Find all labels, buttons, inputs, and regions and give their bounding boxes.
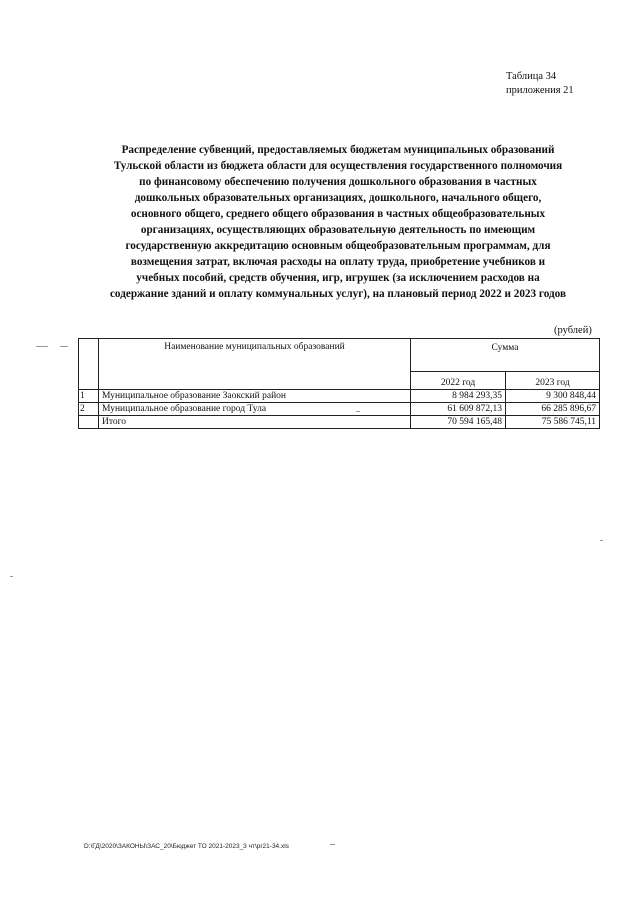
total-amount-2022: 70 594 165,48 — [411, 416, 506, 429]
total-label: Итого — [99, 416, 411, 429]
header-sum-cell: Сумма — [411, 339, 600, 372]
title-line: по финансовому обеспечению получения дошкольного образования в частных — [139, 176, 537, 188]
scan-speck — [10, 576, 13, 577]
title-line: учебных пособий, средств обучения, игр, игрушек (за исключением расходов на — [136, 272, 540, 284]
units-label: (рублей) — [554, 325, 592, 336]
scan-speck — [330, 844, 335, 845]
file-path-footer: D:\ГД\2020\ЗАКОНЫ\ЗАС_20\Бюджет ТО 2021-2023_3 чт\pr21-34.xls — [84, 843, 289, 850]
total-row — [79, 416, 600, 429]
header-number-cell — [79, 339, 99, 390]
reference-line-2: приложения 21 — [506, 85, 574, 96]
title-line: дошкольных образовательных организациях, дошкольного, начального общего, — [134, 192, 542, 204]
row-municipality-name: Муниципальное образование город Тула — [99, 403, 411, 416]
total-amount-2023: 75 586 745,11 — [506, 416, 600, 429]
table-row — [79, 403, 600, 416]
title-line: основного общего, среднего общего образования в частных общеобразовательных — [130, 208, 546, 220]
title-line: Распределение субвенций, предоставляемых бюджетам муниципальных образований — [121, 144, 555, 156]
title-line: содержание зданий и оплату коммунальных услуг), на плановый период 2022 и 2023 годов — [109, 288, 567, 300]
row-amount-2022: 8 984 293,35 — [411, 390, 506, 403]
table-reference — [506, 70, 574, 98]
table-row — [79, 390, 600, 403]
title-line: Тульской области из бюджета области для осуществления государственного полномочия — [113, 160, 563, 172]
header-year-2022: 2022 год — [411, 372, 506, 390]
row-number: 2 — [79, 403, 99, 416]
title-line: организациях, осуществляющих образовательную деятельность по имеющим — [140, 224, 536, 236]
header-year-2023: 2023 год — [506, 372, 600, 390]
scan-speck — [36, 346, 48, 347]
subsidy-table — [78, 338, 600, 429]
row-amount-2023: 9 300 848,44 — [506, 390, 600, 403]
document-title — [70, 142, 606, 302]
row-number: 1 — [79, 390, 99, 403]
row-amount-2023: 66 285 896,67 — [506, 403, 600, 416]
title-line: возмещения затрат, включая расходы на оплату труда, приобретение учебников и — [130, 256, 546, 268]
row-amount-2022: 61 609 872,13 — [411, 403, 506, 416]
scan-speck — [60, 346, 68, 347]
total-number — [79, 416, 99, 429]
scan-speck — [600, 540, 603, 541]
title-line: государственную аккредитацию основным общеобразовательным программам, для — [125, 240, 551, 252]
scan-speck — [356, 411, 360, 412]
header-row — [79, 339, 600, 372]
header-name-cell: Наименование муниципальных образований — [99, 339, 411, 390]
reference-line-1: Таблица 34 — [506, 71, 557, 82]
row-municipality-name: Муниципальное образование Заокский район — [99, 390, 411, 403]
